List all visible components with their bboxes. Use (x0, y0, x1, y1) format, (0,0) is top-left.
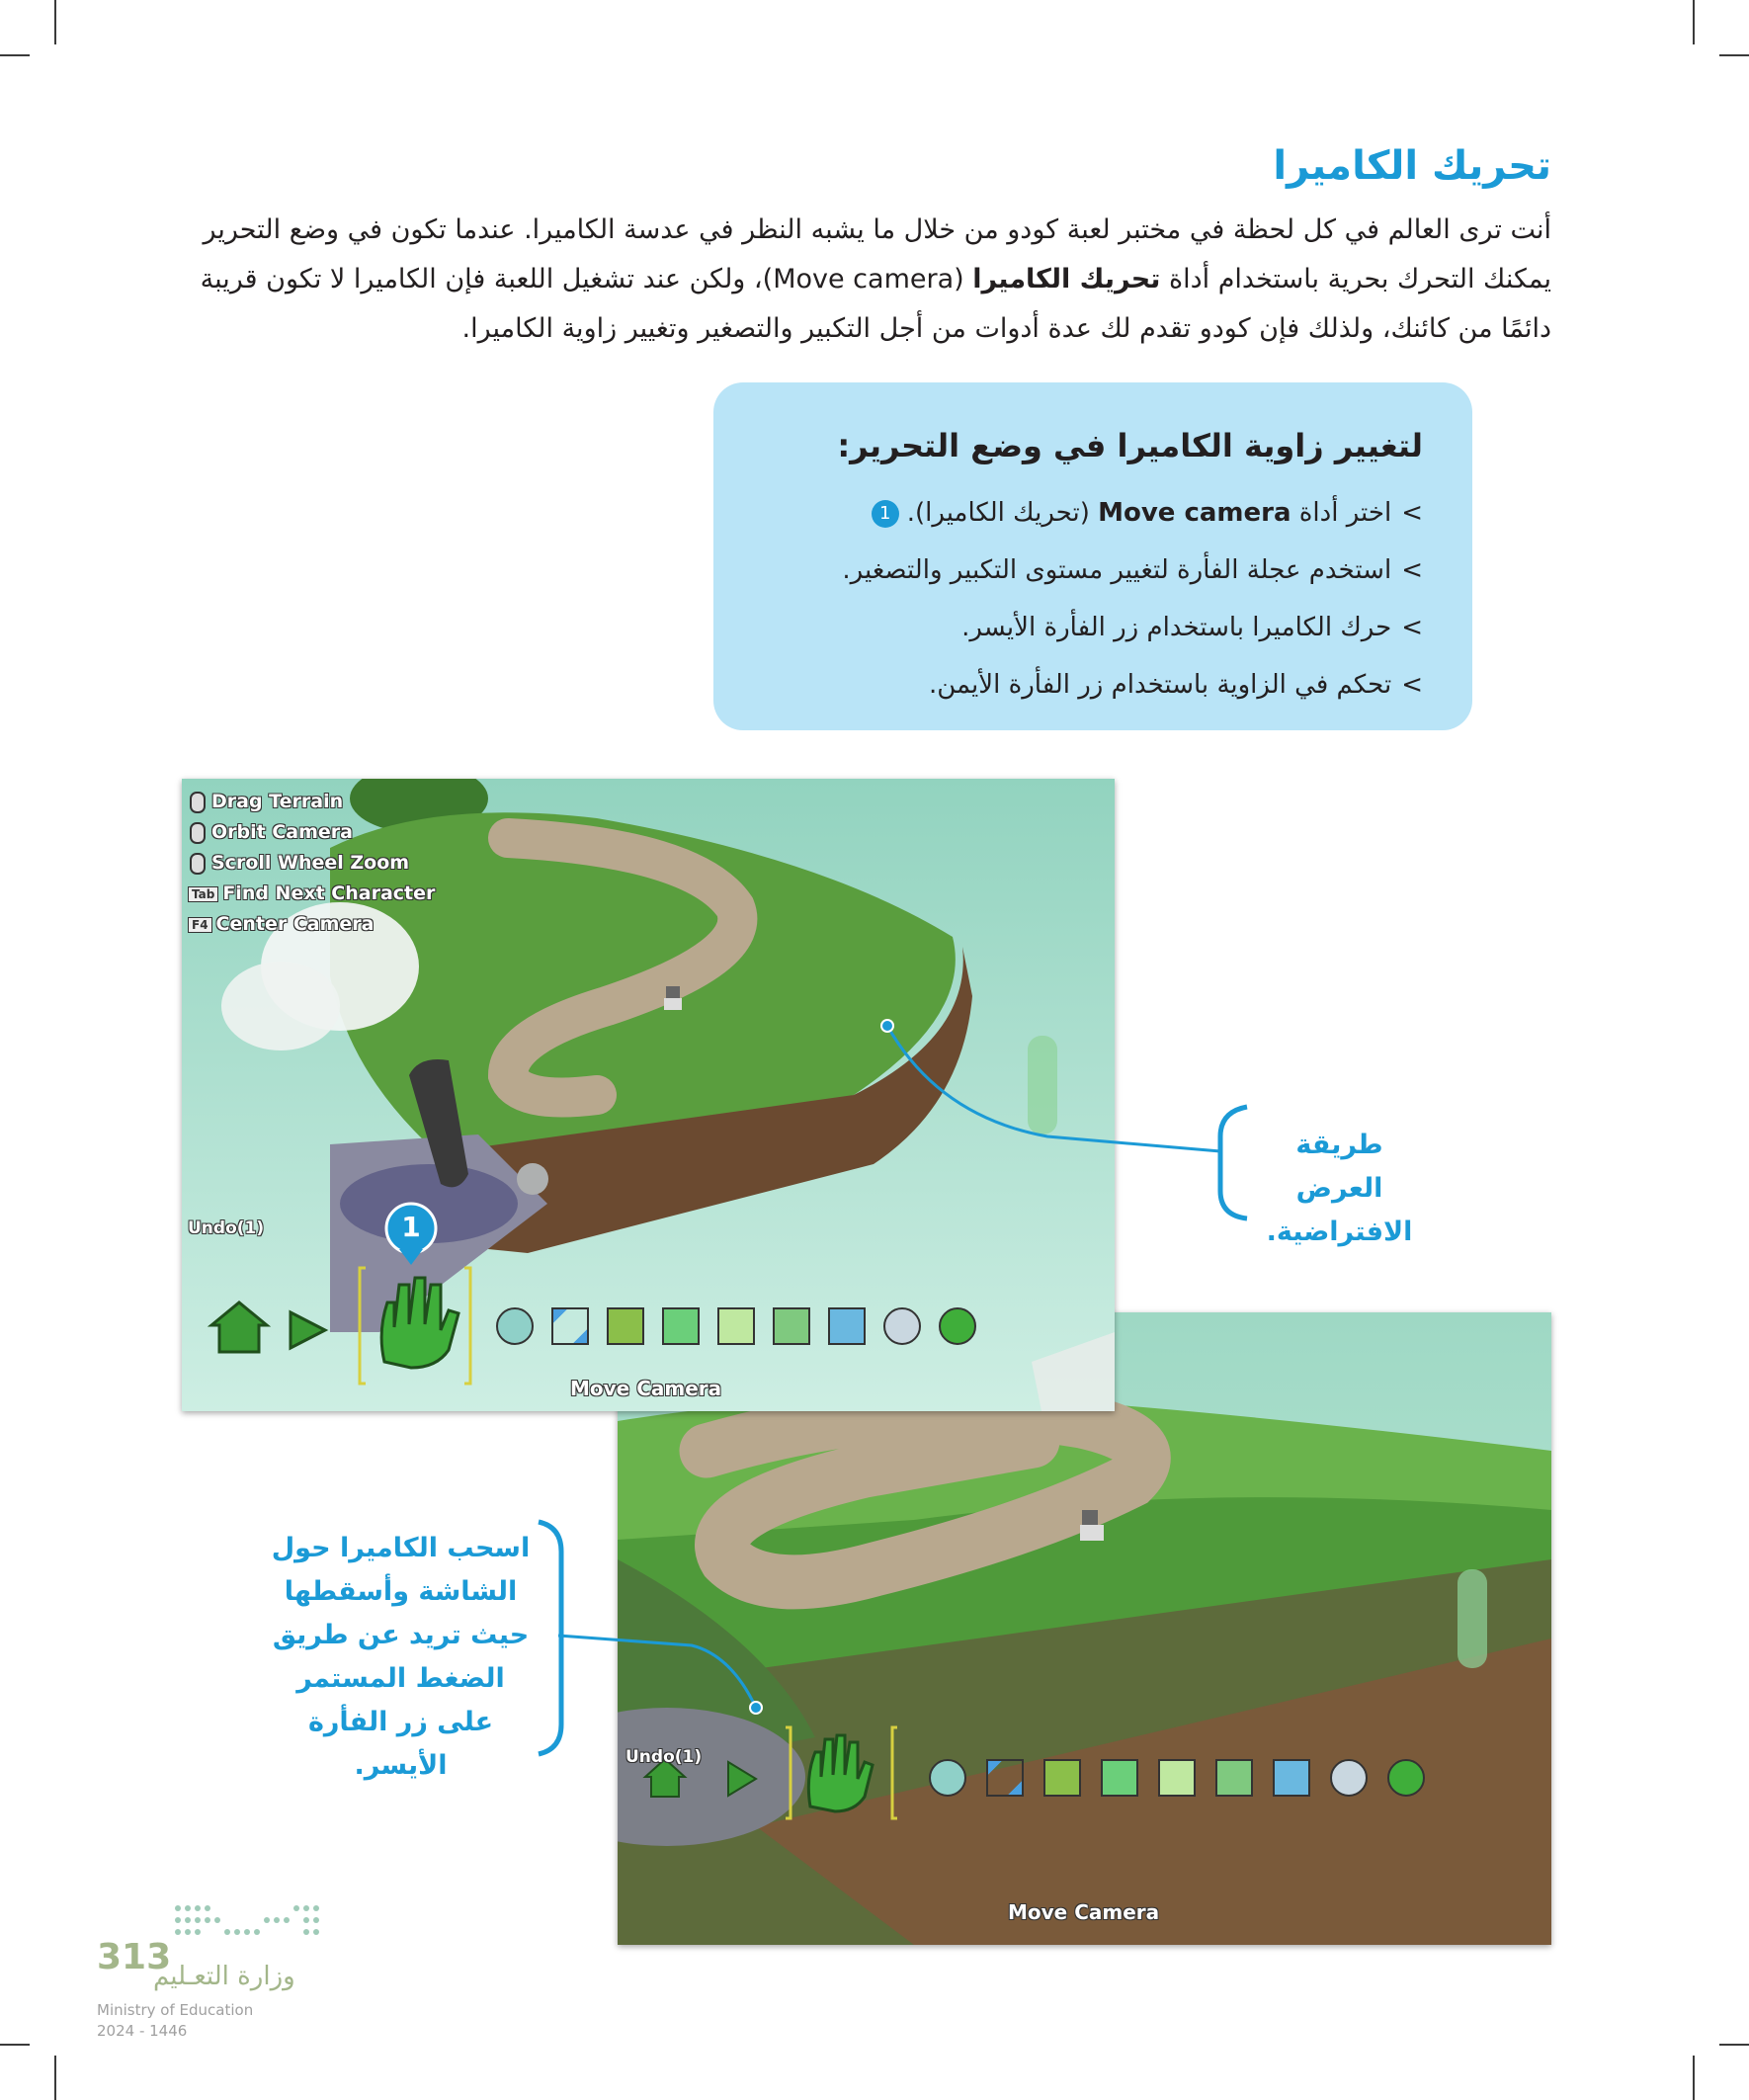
tool-label: Move Camera (1008, 1900, 1160, 1924)
step-number-badge: 1 (872, 500, 899, 528)
chevron: > (1401, 555, 1423, 585)
intro-line: أنت ترى العالم في كل لحظة في مختبر لعبة كودو من خلال ما يشبه النظر في عدسة الكاميرا. عندما تكون في وضع التحرير (203, 214, 1551, 245)
hint-text: Orbit Camera (211, 821, 353, 843)
step-text: (تحريك الكاميرا). (906, 498, 1099, 528)
callout-line: طريقة العرض (1295, 1130, 1383, 1204)
callout-line: حيث تريد عن طريق (272, 1620, 530, 1650)
undo-label[interactable]: Undo(1) (625, 1747, 703, 1767)
intro-line: دائمًا من كائنك، ولذلك فإن كودو تقدم لك عدة أدوات من أجل التكبير والتصغير وتغيير زاوية الكاميرا. (461, 313, 1551, 344)
step-bold: Move camera (1098, 498, 1291, 528)
callout-line: الشاشة وأسقطها (284, 1576, 518, 1607)
intro-bold: تحريك الكاميرا (972, 264, 1161, 294)
callout-line: الضغط المستمر (296, 1663, 505, 1694)
tab-key-icon: Tab (188, 886, 218, 902)
instructions-title: لتغيير زاوية الكاميرا في وضع التحرير: (837, 427, 1423, 464)
step-text: استخدم عجلة الفأرة لتغيير مستوى التكبير والتصغير. (842, 555, 1392, 585)
academic-year: 2024 - 1446 (97, 2022, 188, 2040)
ministry-name-en: Ministry of Education (97, 2001, 254, 2019)
section-title: تحريك الكاميرا (1273, 143, 1551, 189)
callout-line: على زر الفأرة الأيسر. (307, 1707, 494, 1781)
f4-key-icon: F4 (188, 917, 212, 933)
undo-label[interactable]: Undo(1) (188, 1218, 265, 1238)
chevron: > (1401, 498, 1423, 528)
step-text: حرك الكاميرا باستخدام زر الفأرة الأيسر. (961, 613, 1392, 642)
hint-text: Find Next Character (222, 882, 436, 904)
callout-drag-camera (265, 1527, 537, 1788)
callout-line: اسحب الكاميرا حول (271, 1533, 531, 1563)
hint-text: Drag Terrain (211, 791, 344, 812)
callout-default-view (1253, 1124, 1426, 1254)
intro-text: يمكنك التحرك بحرية باستخدام أداة (1160, 264, 1551, 294)
hint-text: Center Camera (215, 913, 375, 935)
hint-text: Scroll Wheel Zoom (211, 852, 410, 874)
callout-line: الافتراضية. (1266, 1217, 1413, 1247)
page-number: 313 (97, 1937, 172, 1977)
step-text: اختر أداة (1291, 498, 1392, 528)
marker-number: 1 (401, 1211, 421, 1243)
tool-label: Move Camera (570, 1377, 722, 1400)
ministry-name-ar: وزارة التعـليم (153, 1962, 295, 1991)
ministry-logo-dots (173, 1902, 321, 1947)
intro-text: (Move camera)، ولكن عند تشغيل اللعبة فإن الكاميرا لا تكون قريبة (200, 264, 973, 294)
chevron: > (1401, 613, 1423, 642)
chevron: > (1401, 670, 1423, 700)
step-text: تحكم في الزاوية باستخدام زر الفأرة الأيمن. (928, 670, 1392, 700)
